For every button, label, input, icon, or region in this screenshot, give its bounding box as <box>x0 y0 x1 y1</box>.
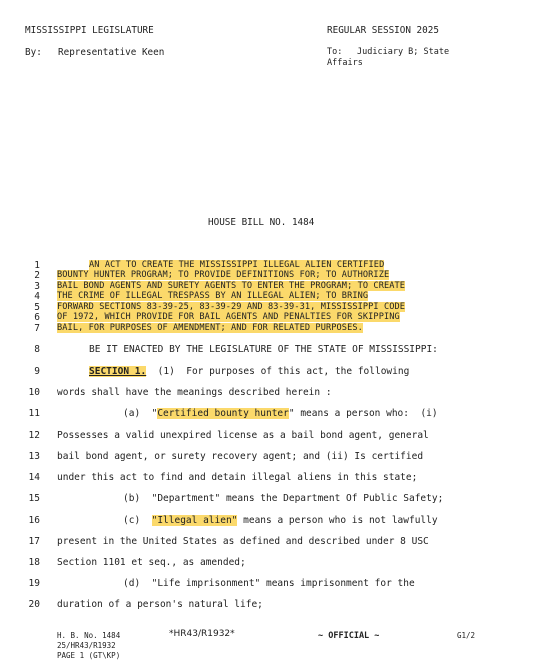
footer-page-label: PAGE 1 (GT\KP) <box>57 651 121 660</box>
title-line-7: BAIL, FOR PURPOSES OF AMENDMENT; AND FOR RELATED PURPOSES. <box>57 323 363 333</box>
line-number: 20 <box>28 599 40 610</box>
line-number: 1 <box>34 260 40 271</box>
definition-b: (b) "Department" means the Department Of Public Safety; <box>123 493 444 504</box>
line-number: 14 <box>28 472 40 483</box>
footer-page-indicator: G1/2 <box>457 631 476 640</box>
to-label: To: <box>327 47 343 57</box>
committee-line-1: Judiciary B; State <box>357 47 450 57</box>
title-line-1: AN ACT TO CREATE THE MISSISSIPPI ILLEGAL ALIEN CERTIFIED <box>89 260 385 270</box>
line-number: 9 <box>34 366 40 377</box>
section-1-line: SECTION 1. (1) For purposes of this act, the following <box>89 366 410 377</box>
line-number: 5 <box>34 302 40 313</box>
line-number: 16 <box>28 515 40 526</box>
line-number: 13 <box>28 451 40 462</box>
title-line-3: BAIL BOND AGENTS AND SURETY AGENTS TO ENTER THE PROGRAM; TO CREATE <box>57 281 406 291</box>
enacting-clause: BE IT ENACTED BY THE LEGISLATURE OF THE STATE OF MISSISSIPPI: <box>89 344 438 355</box>
line-number: 10 <box>28 387 40 398</box>
body-line-20: duration of a person's natural life; <box>57 599 263 610</box>
body-line-13: bail bond agent, or surety recovery agent; and (ii) Is certified <box>57 451 424 462</box>
body-line-14: under this act to find and detain illegal aliens in this state; <box>57 472 418 483</box>
legislature-label: MISSISSIPPI LEGISLATURE <box>25 25 154 36</box>
section-heading: SECTION 1. <box>89 366 147 377</box>
line-number: 12 <box>28 430 40 441</box>
line-number: 15 <box>28 493 40 504</box>
footer-bill-number: H. B. No. 1484 <box>57 631 121 640</box>
line-number: 18 <box>28 557 40 568</box>
body-line-10: words shall have the meanings described herein : <box>57 387 332 398</box>
session-label: REGULAR SESSION 2025 <box>327 25 439 36</box>
footer-document-code: 25/HR43/R1932 <box>57 641 116 650</box>
highlighted-term: "Illegal alien" <box>151 515 238 526</box>
footer-barcode-text: *HR43/R1932* <box>169 629 235 639</box>
line-number: 19 <box>28 578 40 589</box>
line-number: 4 <box>34 291 40 302</box>
body-line-18: Section 1101 et seq., as amended; <box>57 557 246 568</box>
line-number: 3 <box>34 281 40 292</box>
highlighted-term: Certified bounty hunter <box>157 408 289 419</box>
bill-number-title: HOUSE BILL NO. 1484 <box>208 217 315 228</box>
line-number: 2 <box>34 270 40 281</box>
line-number: 11 <box>28 408 40 419</box>
definition-d: (d) "Life imprisonment" means imprisonment for the <box>123 578 415 589</box>
body-line-12: Possesses a valid unexpired license as a bail bond agent, general <box>57 430 429 441</box>
title-line-2: BOUNTY HUNTER PROGRAM; TO PROVIDE DEFINITIONS FOR; TO AUTHORIZE <box>57 270 390 280</box>
line-number: 8 <box>34 344 40 355</box>
by-label: By: <box>25 47 42 58</box>
body-line-17: present in the United States as defined and described under 8 USC <box>57 536 429 547</box>
line-number: 7 <box>34 323 40 334</box>
title-line-5: FORWARD SECTIONS 83-39-25, 83-39-29 AND 83-39-31, MISSISSIPPI CODE <box>57 302 406 312</box>
footer-official-mark: ~ OFFICIAL ~ <box>318 631 380 641</box>
sponsor-name: Representative Keen <box>58 47 165 58</box>
line-number: 17 <box>28 536 40 547</box>
line-number: 6 <box>34 312 40 323</box>
title-line-6: OF 1972, WHICH PROVIDE FOR BAIL AGENTS AND PENALTIES FOR SKIPPING <box>57 312 400 322</box>
definition-c: (c) "Illegal alien" means a person who is not lawfully <box>123 515 438 526</box>
definition-a: (a) "Certified bounty hunter" means a person who: (i) <box>123 408 438 419</box>
title-line-4: THE CRIME OF ILLEGAL TRESPASS BY AN ILLEGAL ALIEN; TO BRING <box>57 291 369 301</box>
committee-line-2: Affairs <box>327 58 363 68</box>
